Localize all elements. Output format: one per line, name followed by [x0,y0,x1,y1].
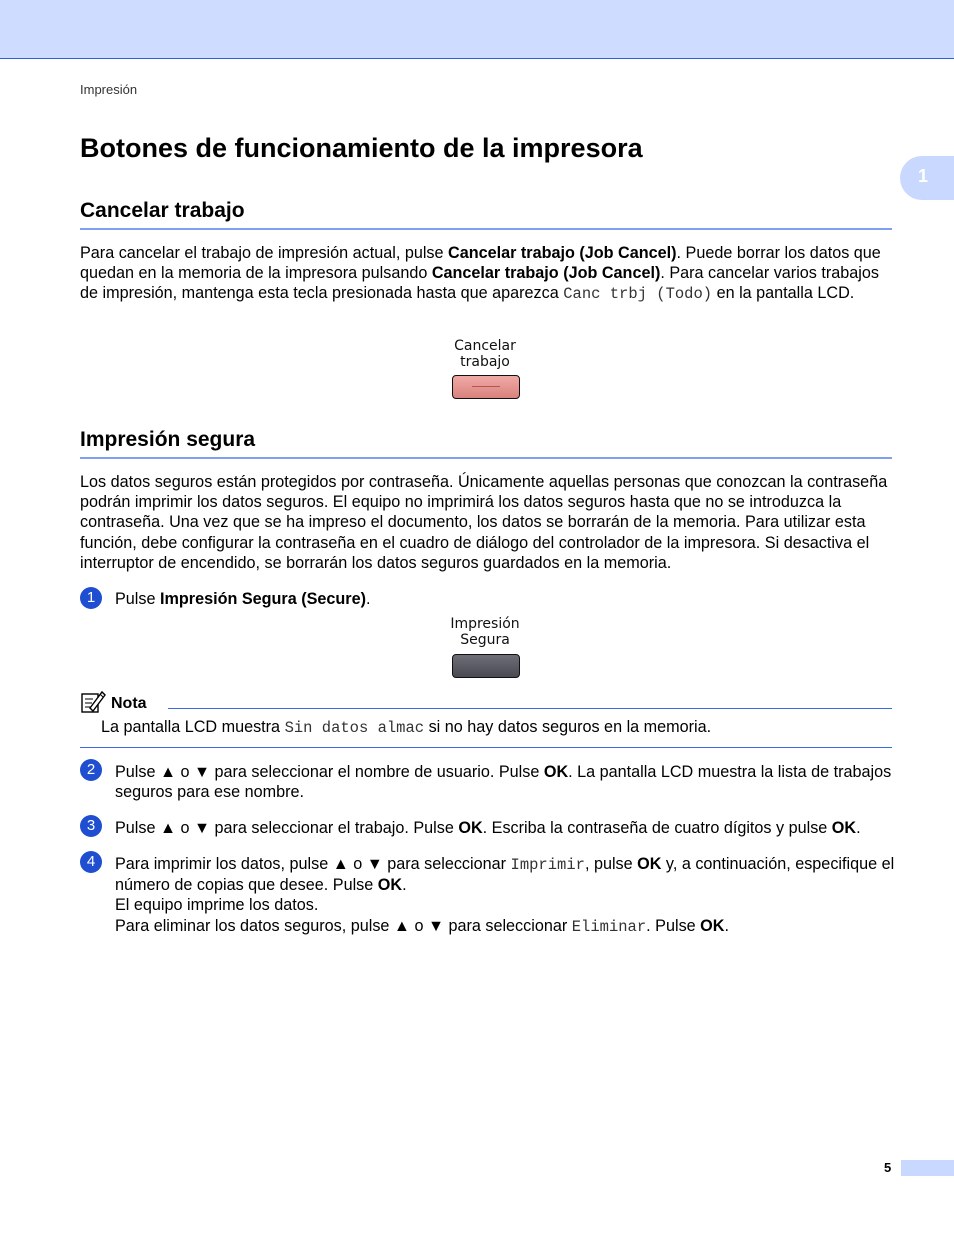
header-band [0,0,954,59]
section-rule [80,457,892,459]
note-pencil-icon [80,690,106,714]
chapter-tab [900,156,954,200]
step-number-2: 2 [80,759,102,781]
section-rule [80,228,892,230]
page-title: Botones de funcionamiento de la impresora [80,133,643,163]
cancel-paragraph: Para cancelar el trabajo de impresión actual, pulse Cancelar trabajo (Job Cancel). Puede borrar los datos que quedan en la memoria de la impresora pulsando Cancelar trabajo (Job Cancel). Para cancelar varios trabajos de impresión, mantenga esta tecla presionada hasta que aparezca Canc trbj (Todo) en la pantalla LCD. [80,244,881,304]
chapter-number: 1 [918,166,929,186]
page-number-bar [901,1160,954,1176]
note-rule [80,747,892,748]
step-4-text: Para imprimir los datos, pulse ▲ o ▼ para seleccionar Imprimir, pulse OK y, a continuación, especifique el número de copias que desee. Pulse OK. El equipo imprime los datos. Para eliminar los datos seguros, pulse ▲ o ▼ para seleccionar Eliminar. Pulse OK. [115,855,895,936]
step-1-text: Pulse Impresión Segura (Secure). [115,590,371,608]
note-label: Nota [111,695,147,712]
note-rule [168,708,892,709]
secure-paragraph: Los datos seguros están protegidos por contraseña. Únicamente aquellas personas que conozcan la contraseña podrán imprimir los datos seguros. El equipo no imprimirá los datos seguros hasta que no se introduzca la contraseña. Una vez que se ha impreso el documento, los datos se borrarán de la memoria. Para utilizar esta función, debe configurar la contraseña en el cuadro de diálogo del controlador de la impresora. Si desactiva el interruptor de encendido, se borrarán los datos seguros guardados en la memoria. [80,473,888,572]
step-number-4: 4 [80,851,102,873]
section-heading-secure: Impresión segura [80,428,256,451]
step-number-1: 1 [80,587,102,609]
step-2-text: Pulse ▲ o ▼ para seleccionar el nombre de usuario. Pulse OK. La pantalla LCD muestra la lista de trabajos seguros para ese nombre. [115,763,892,802]
secure-print-button-image [452,654,520,678]
section-heading-cancel: Cancelar trabajo [80,199,245,222]
step-3-text: Pulse ▲ o ▼ para seleccionar el trabajo. Pulse OK. Escriba la contraseña de cuatro dígitos y pulse OK. [115,819,861,837]
step-number-3: 3 [80,815,102,837]
running-header: Impresión [80,82,138,97]
page-number: 5 [884,1160,892,1175]
cancel-button-label: Cancelar trabajo [454,338,516,370]
note-text: La pantalla LCD muestra Sin datos almac si no hay datos seguros en la memoria. [101,718,712,737]
secure-button-label: Impresión Segura [450,616,520,648]
cancel-job-button-image [452,375,520,399]
